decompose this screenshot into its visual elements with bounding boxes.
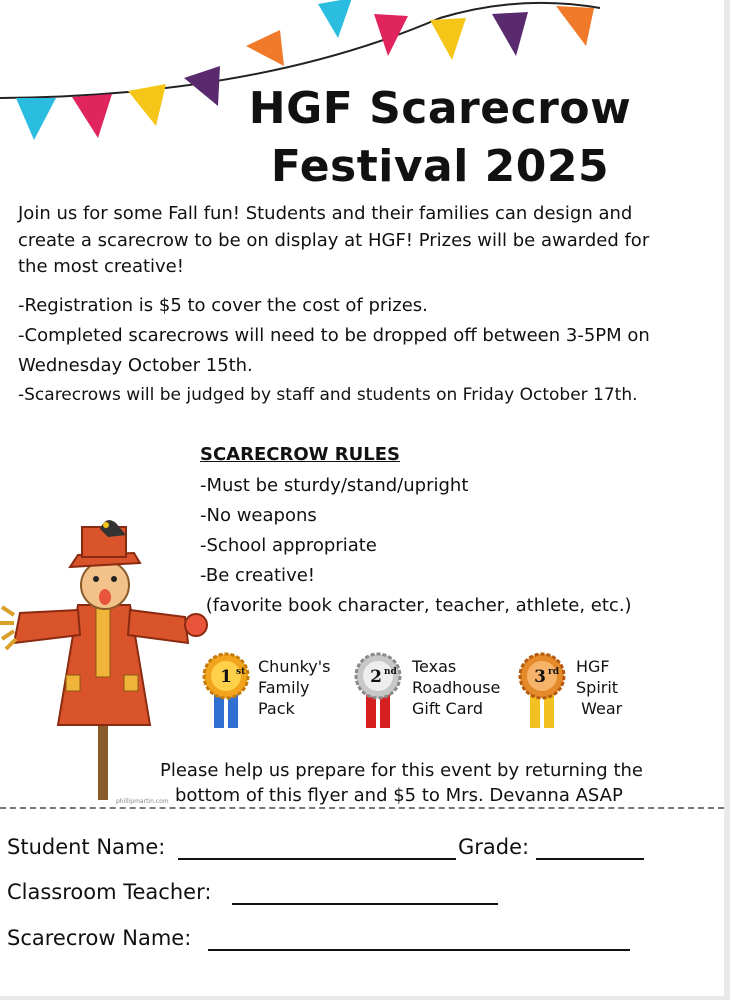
medal-place: 3 [534, 667, 546, 687]
rule-item: -School appropriate [200, 535, 377, 556]
student-name-label: Student Name: [7, 835, 166, 859]
pennant [374, 14, 408, 56]
student-name-input[interactable] [178, 858, 456, 860]
second-prize-text: Texas Roadhouse Gift Card [412, 657, 501, 718]
pennant [128, 84, 166, 126]
medal-place: 1 [220, 667, 232, 687]
intro-line-3: the most creative! [18, 256, 184, 277]
rule-item: -Be creative! [200, 565, 316, 586]
pennant [492, 12, 528, 56]
return-note-line-2: bottom of this flyer and $5 to Mrs. Devanna ASAP [175, 785, 623, 806]
third-prize-text: HGF Spirit Wear [576, 657, 623, 718]
first-prize-text: Chunky's Family Pack [258, 657, 331, 718]
third-place-medal [518, 652, 568, 730]
pennant [72, 94, 112, 138]
pennant [16, 98, 56, 140]
teacher-input[interactable] [232, 903, 498, 905]
medal-suffix: rd [548, 667, 560, 677]
second-place-medal [354, 652, 404, 730]
rules-heading: SCARECROW RULES [200, 444, 400, 465]
medal-place: 2 [370, 667, 382, 687]
art-credit: phillipmartin.com [116, 798, 169, 805]
grade-label: Grade: [458, 835, 530, 859]
title-line-1: HGF Scarecrow [248, 83, 632, 134]
return-note-line-1: Please help us prepare for this event by returning the [160, 760, 643, 781]
grade-input[interactable] [536, 858, 644, 860]
pennant [318, 0, 352, 38]
dropoff-date-text: Wednesday October 15th. [18, 355, 253, 376]
dropoff-text: -Completed scarecrows will need to be dropped off between 3-5PM on [18, 325, 650, 346]
judging-text: -Scarecrows will be judged by staff and students on Friday October 17th. [18, 385, 638, 405]
pennant [246, 30, 284, 66]
first-place-medal [202, 652, 252, 730]
title-line-2: Festival 2025 [270, 141, 610, 192]
pennant [556, 6, 594, 46]
page-title [230, 80, 650, 196]
pennant [430, 18, 466, 60]
medal-suffix: nd [384, 667, 397, 677]
rule-item: (favorite book character, teacher, athlete, etc.) [200, 595, 632, 616]
intro-line-1: Join us for some Fall fun! Students and their families can design and [18, 203, 633, 224]
intro-line-2: create a scarecrow to be on display at HGF! Prizes will be awarded for [18, 230, 650, 251]
scarecrow-name-label: Scarecrow Name: [7, 926, 192, 950]
rule-item: -Must be sturdy/stand/upright [200, 475, 469, 496]
tear-off-line [0, 807, 724, 809]
medal-suffix: st [236, 667, 246, 677]
teacher-label: Classroom Teacher: [7, 880, 212, 904]
scarecrow-name-input[interactable] [208, 949, 630, 951]
registration-text: -Registration is $5 to cover the cost of prizes. [18, 295, 428, 316]
rule-item: -No weapons [200, 505, 317, 526]
